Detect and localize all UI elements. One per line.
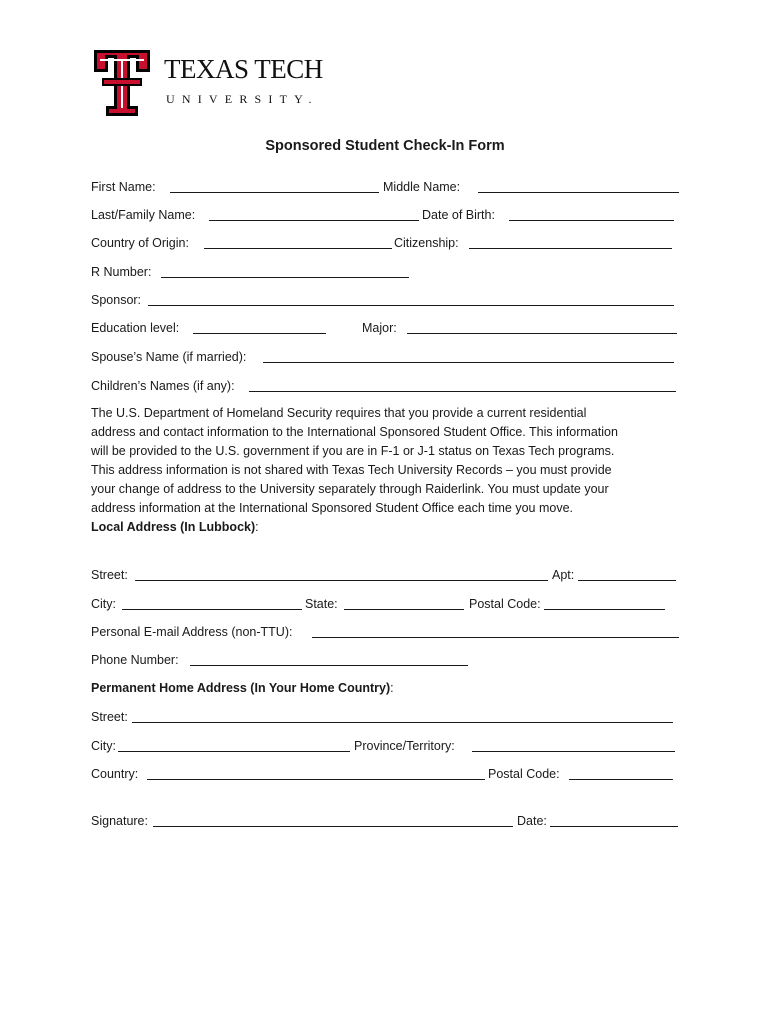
r-number-field[interactable] xyxy=(161,277,409,278)
ttu-logo xyxy=(94,50,334,116)
local-street-field[interactable] xyxy=(135,580,548,581)
row-perm-city xyxy=(91,738,691,756)
country-origin-field[interactable] xyxy=(204,248,392,249)
phone-field[interactable] xyxy=(190,665,468,666)
citizenship-field[interactable] xyxy=(469,248,672,249)
notice-line: address information at the International Sponsored Student Office each time you move. xyxy=(91,501,573,515)
row-children xyxy=(91,378,691,396)
notice-line: will be provided to the U.S. government if you are in F-1 or J-1 status on Texas Tech programs. xyxy=(91,444,615,458)
perm-province-label: Province/Territory: xyxy=(354,739,455,753)
local-state-field[interactable] xyxy=(344,609,464,610)
perm-postal-field[interactable] xyxy=(569,779,673,780)
row-perm-country xyxy=(91,766,691,784)
local-street-label: Street: xyxy=(91,568,128,582)
permanent-heading-text: Permanent Home Address (In Your Home Country) xyxy=(91,681,391,695)
first-name-label: First Name: xyxy=(91,180,156,194)
local-apt-field[interactable] xyxy=(578,580,676,581)
children-field[interactable] xyxy=(249,391,676,392)
sponsor-field[interactable] xyxy=(148,305,674,306)
perm-postal-label: Postal Code: xyxy=(488,767,560,781)
row-country-citizenship xyxy=(91,235,691,253)
local-postal-field[interactable] xyxy=(544,609,665,610)
last-name-label: Last/Family Name: xyxy=(91,208,196,222)
date-label: Date: xyxy=(517,814,547,828)
spouse-label: Spouse’s Name (if married): xyxy=(91,350,247,364)
major-field[interactable] xyxy=(407,333,677,334)
row-perm-street xyxy=(91,709,691,727)
signature-label: Signature: xyxy=(91,814,148,828)
country-origin-label: Country of Origin: xyxy=(91,236,189,250)
row-sponsor xyxy=(91,292,691,310)
local-city-label: City: xyxy=(91,597,116,611)
local-heading-colon: : xyxy=(255,520,259,534)
form-title: Sponsored Student Check-In Form xyxy=(265,138,505,154)
first-name-field[interactable] xyxy=(170,192,379,193)
row-r-number xyxy=(91,264,691,282)
permanent-address-heading xyxy=(91,681,394,695)
row-signature xyxy=(91,813,691,831)
r-number-label: R Number: xyxy=(91,265,152,279)
local-state-label: State: xyxy=(305,597,338,611)
row-local-email xyxy=(91,624,691,642)
local-postal-label: Postal Code: xyxy=(469,597,541,611)
perm-country-label: Country: xyxy=(91,767,139,781)
phone-label: Phone Number: xyxy=(91,653,179,667)
dhs-notice xyxy=(91,404,691,537)
signature-field[interactable] xyxy=(153,826,513,827)
middle-name-label: Middle Name: xyxy=(383,180,461,194)
row-last-dob xyxy=(91,207,691,225)
row-local-city xyxy=(91,596,691,614)
perm-country-field[interactable] xyxy=(147,779,485,780)
dob-label: Date of Birth: xyxy=(422,208,495,222)
notice-line: The U.S. Department of Homeland Security requires that you provide a current residential xyxy=(91,406,587,420)
logo-university: UNIVERSITY. xyxy=(166,92,319,106)
last-name-field[interactable] xyxy=(209,220,419,221)
local-city-field[interactable] xyxy=(122,609,302,610)
row-local-street xyxy=(91,567,691,585)
sponsor-label: Sponsor: xyxy=(91,293,142,307)
major-label: Major: xyxy=(362,321,397,335)
education-label: Education level: xyxy=(91,321,180,335)
spouse-field[interactable] xyxy=(263,362,674,363)
row-name xyxy=(91,179,691,197)
perm-street-field[interactable] xyxy=(132,722,673,723)
permanent-heading-colon: : xyxy=(390,681,394,695)
notice-line: your change of address to the University separately through Raiderlink. You must update your xyxy=(91,482,609,496)
notice-line: This address information is not shared with Texas Tech University Records – you must provide xyxy=(91,463,612,477)
row-spouse xyxy=(91,349,691,367)
email-field[interactable] xyxy=(312,637,679,638)
perm-street-label: Street: xyxy=(91,710,128,724)
children-label: Children’s Names (if any): xyxy=(91,379,235,393)
middle-name-field[interactable] xyxy=(478,192,679,193)
education-field[interactable] xyxy=(193,333,326,334)
local-heading-text: Local Address (In Lubbock) xyxy=(91,520,256,534)
local-address-heading xyxy=(91,518,691,537)
notice-line: address and contact information to the International Sponsored Student Office. This information xyxy=(91,425,618,439)
perm-city-label: City: xyxy=(91,739,116,753)
row-education-major xyxy=(91,320,691,338)
double-t-logo-icon xyxy=(94,50,150,116)
dob-field[interactable] xyxy=(509,220,674,221)
perm-province-field[interactable] xyxy=(472,751,675,752)
local-apt-label: Apt: xyxy=(552,568,575,582)
email-label: Personal E-mail Address (non-TTU): xyxy=(91,625,293,639)
citizenship-label: Citizenship: xyxy=(394,236,459,250)
row-local-phone xyxy=(91,652,691,670)
perm-city-field[interactable] xyxy=(118,751,350,752)
date-field[interactable] xyxy=(550,826,678,827)
logo-wordmark: TEXAS TECH xyxy=(164,54,323,84)
